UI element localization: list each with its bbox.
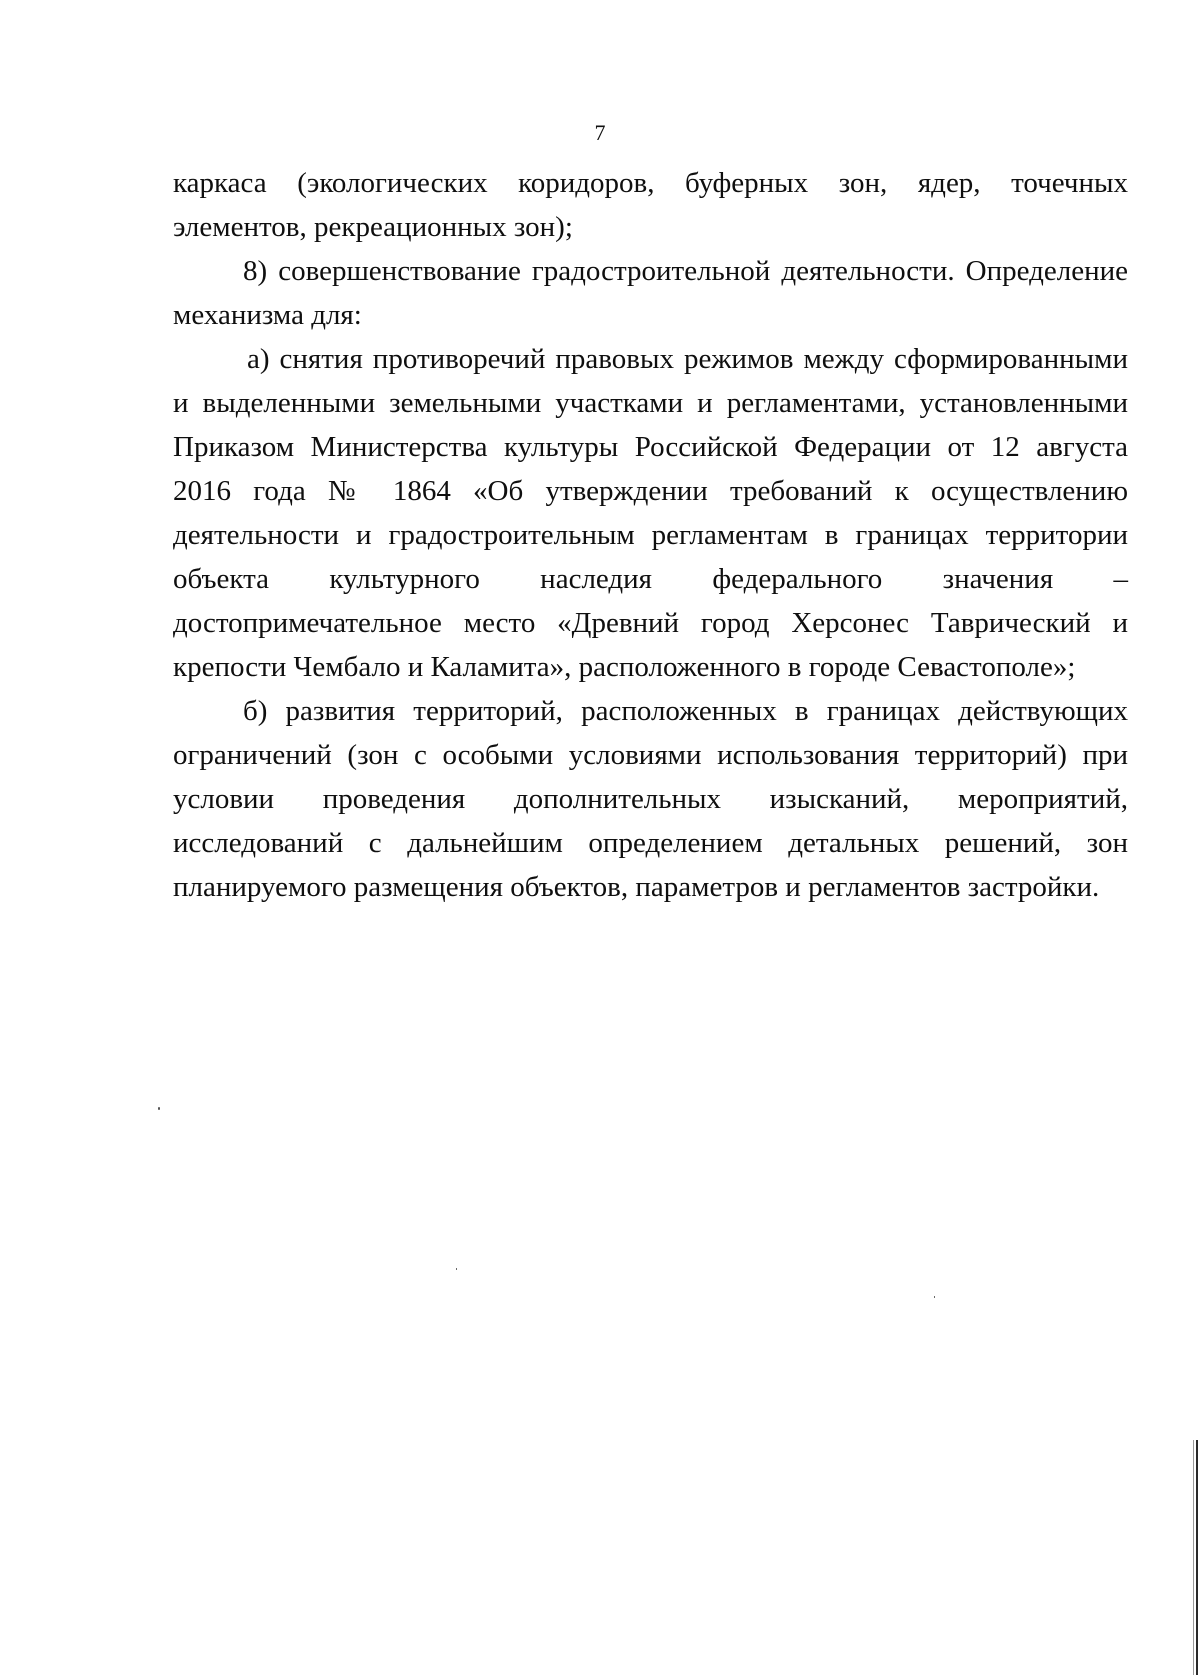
document-body: [173, 161, 1128, 909]
scan-speck: [934, 1296, 935, 1298]
page-number: 7: [594, 120, 606, 145]
scan-speck: [158, 1107, 160, 1110]
scan-edge-line: [1193, 1440, 1194, 1675]
scan-edge-line: [1196, 1440, 1198, 1675]
paragraph-subitem-b: б) развития территорий, расположенных в границах действующих ограничений (зон с особыми условиями использования территорий) при условии проведения дополнительных изысканий, мероприятий, исследований с дальнейшим определением детальных решений, зон планируемого размещения объектов, параметров и регламентов застройки.: [173, 695, 1128, 903]
scan-speck: [456, 1268, 457, 1270]
paragraph-subitem-a: а) снятия противоречий правовых режимов между сформированными и выделенными земельными участками и регламентами, установленными Приказом Министерства культуры Российской Федерации от 12 августа 2016 года № 1864 «Об утверждении требований к осуществлению деятельности и градостроительным регламентам в границах территории объекта культурного наследия федерального значения – достопримечательное место «Древний город Херсонес Таврический и крепости Чембало и Каламита», расположенного в городе Севастополе»;: [173, 343, 1128, 683]
paragraph-item-8: 8) совершенствование градостроительной деятельности. Определение механизма для:: [173, 255, 1128, 331]
paragraph-continuation: каркаса (экологических коридоров, буферных зон, ядер, точечных элементов, рекреационных зон);: [173, 167, 1128, 243]
